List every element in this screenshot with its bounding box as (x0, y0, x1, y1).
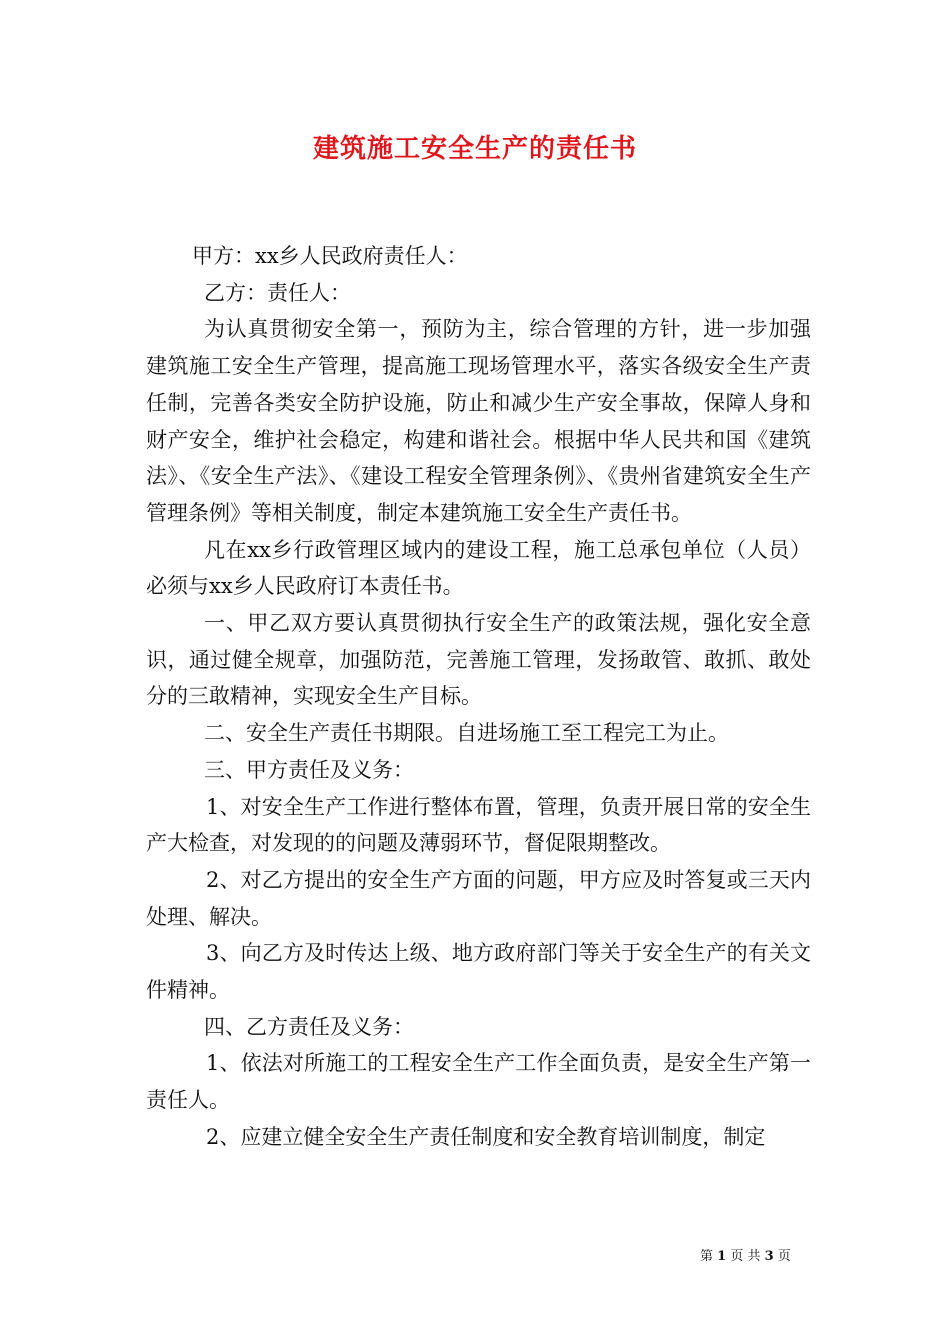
total-pages-number: 3 (764, 1249, 774, 1264)
paragraph-clause-4-item-1: 1、依法对所施工的工程安全生产工作全面负责，是安全生产第一责任人。 (146, 1051, 811, 1113)
paragraph-clause-4-heading: 四、乙方责任及义务： (204, 1014, 414, 1039)
paragraph-clause-3-heading: 三、甲方责任及义务： (204, 757, 414, 782)
current-page-number: 1 (717, 1249, 727, 1264)
party-b-line: 乙方：责任人： (204, 280, 351, 305)
document-body (146, 238, 811, 1156)
footer-suffix: 页 (777, 1249, 791, 1264)
paragraph-preamble: 为认真贯彻安全第一，预防为主，综合管理的方针，进一步加强建筑施工安全生产管理，提高施工现场管理水平，落实各级安全生产责任制，完善各类安全防护设施，防止和减少生产安全事故，保障人身和财产安全，维护社会稳定，构建和谐社会。根据中华人民共和国《建筑法》、《安全生产法》、《建设工程安全管理条例》、《贵州省建筑安全生产管理条例》等相关制度，制定本建筑施工安全生产责任书。 (146, 317, 811, 525)
paragraph-clause-3-item-1: 1、对安全生产工作进行整体布置，管理，负责开展日常的安全生产大检查，对发现的的问题及薄弱环节，督促限期整改。 (146, 794, 811, 856)
page-number-footer (700, 1248, 810, 1266)
footer-prefix: 第 (700, 1249, 714, 1264)
paragraph-clause-4-item-2: 2、应建立健全安全生产责任制度和安全教育培训制度，制定 (206, 1124, 766, 1149)
document-title: 建筑施工安全生产的责任书 (312, 134, 637, 164)
paragraph-clause-3-item-2: 2、对乙方提出的安全生产方面的问题，甲方应及时答复或三天内处理、解决。 (146, 867, 811, 929)
paragraph-clause-3-item-3: 3、向乙方及时传达上级、地方政府部门等关于安全生产的有关文件精神。 (146, 941, 811, 1003)
paragraph-clause-2: 二、安全生产责任书期限。自进场施工至工程完工为止。 (204, 721, 729, 746)
party-a-line: 甲方：xx乡人民政府责任人： (192, 244, 468, 268)
paragraph-clause-1: 一、甲乙双方要认真贯彻执行安全生产的政策法规，强化安全意识，通过健全规章，加强防范，完善施工管理，发扬敢管、敢抓、敢处分的三敢精神，实现安全生产目标。 (146, 611, 811, 709)
paragraph-scope: 凡在xx乡行政管理区域内的建设工程，施工总承包单位（人员）必须与xx乡人民政府订本责任书。 (146, 537, 811, 599)
footer-middle: 页 共 (730, 1249, 761, 1264)
